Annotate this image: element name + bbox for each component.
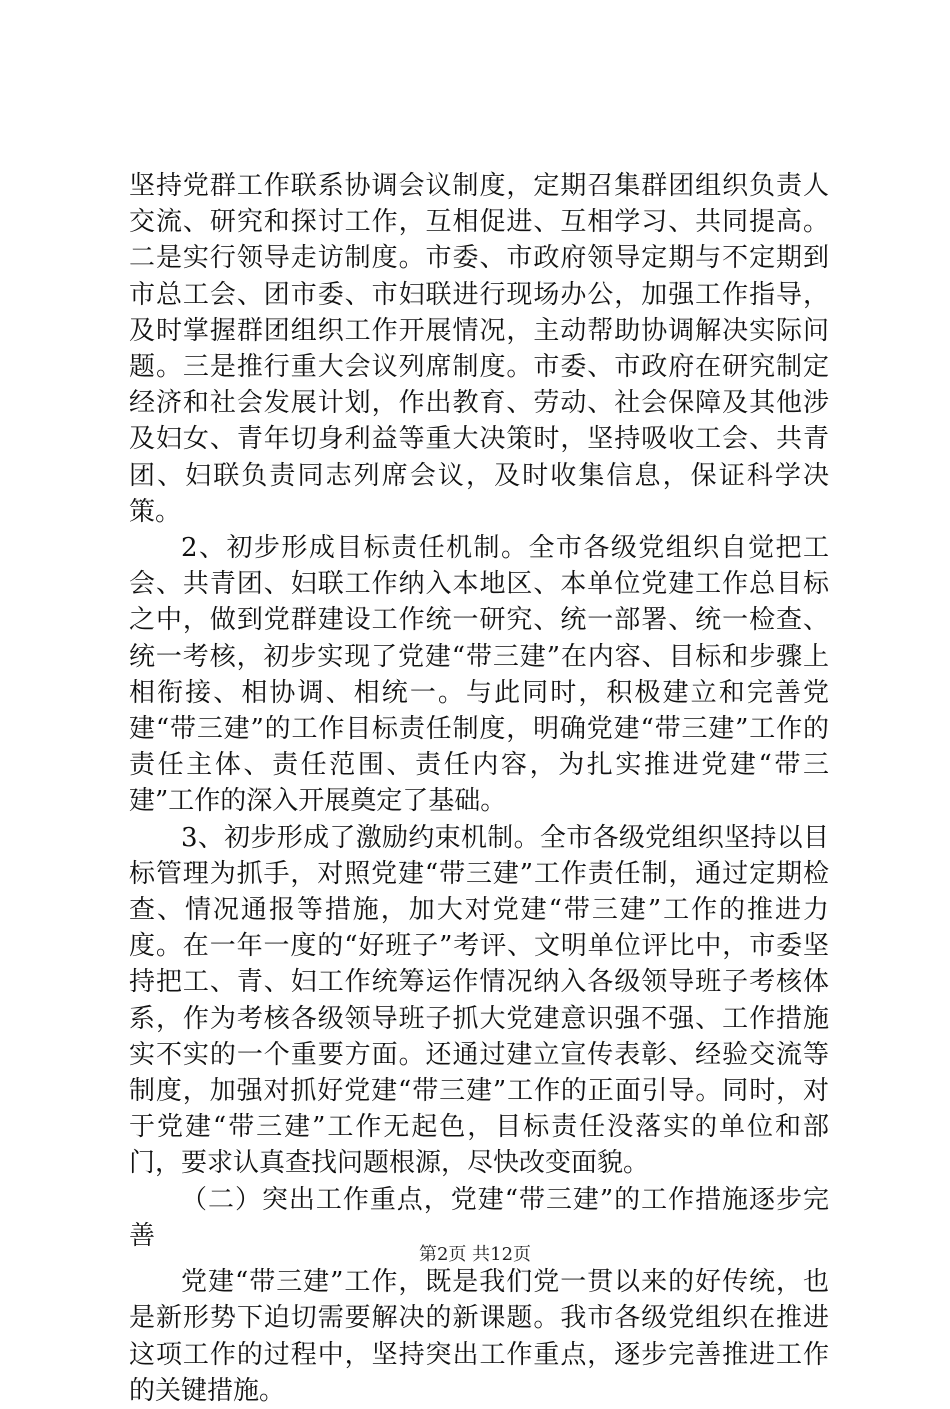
section-heading: （二）突出工作重点，党建“带三建”的工作措施逐步完善: [129, 1184, 829, 1251]
paragraph-3: 3、初步形成了激励约束机制。全市各级党组织坚持以目标管理为抓手，对照党建“带三建”工作责任制，通过定期检查、情况通报等措施，加大对党建“带三建”工作的推进力度。在一年一度的“好班子”考评、文明单位评比中，市委坚持把工、青、妇工作统筹运作情况纳入各级领导班子考核体系，作为考核各级领导班子抓大党建意识强不强、工作措施实不实的一个重要方面。还通过建立宣传表彰、经验交流等制度，加强对抓好党建“带三建”工作的正面引导。同时，对于党建“带三建”工作无起色，目标责任没落实的单位和部门，要求认真查找问题根源，尽快改变面貌。: [129, 822, 829, 1179]
paragraph-4: 党建“带三建”工作，既是我们党一贯以来的好传统，也是新形势下迫切需要解决的新课题。我市各级党组织在推进这项工作的过程中，坚持突出工作重点，逐步完善推进工作的关键措施。: [129, 1267, 829, 1406]
paragraph-2: 2、初步形成目标责任机制。全市各级党组织自觉把工会、共青团、妇联工作纳入本地区、本单位党建工作总目标之中，做到党群建设工作统一研究、统一部署、统一检查、统一考核，初步实现了党建“带三建”在内容、目标和步骤上相衔接、相协调、相统一。与此同时，积极建立和完善党建“带三建”的工作目标责任制度，明确党建“带三建”工作的责任主体、责任范围、责任内容，为扎实推进党建“带三建”工作的深入开展奠定了基础。: [129, 533, 829, 817]
page-number: 第2页 共12页: [418, 1244, 532, 1265]
paragraph-1: 坚持党群工作联系协调会议制度，定期召集群团组织负责人交流、研究和探讨工作，互相促进、互相学习、共同提高。二是实行领导走访制度。市委、市政府领导定期与不定期到市总工会、团市委、市妇联进行现场办公，加强工作指导，及时掌握群团组织工作开展情况，主动帮助协调解决实际问题。三是推行重大会议列席制度。市委、市政府在研究制定经济和社会发展计划，作出教育、劳动、社会保障及其他涉及妇女、青年切身利益等重大决策时，坚持吸收工会、共青团、妇联负责同志列席会议，及时收集信息，保证科学决策。: [129, 171, 829, 527]
document-body: [129, 168, 829, 1409]
